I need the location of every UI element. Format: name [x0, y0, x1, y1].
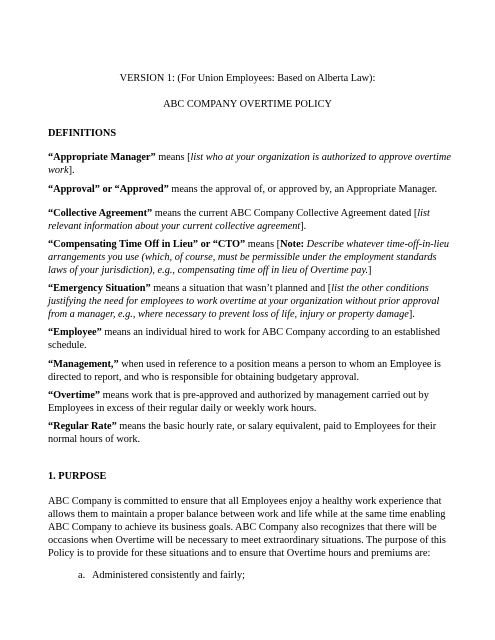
list-marker: a. [78, 570, 86, 581]
list-item-text: Administered consistently and fairly; [92, 570, 245, 581]
definition-overtime: “Overtime” means work that is pre-approved and authorized by management carried out by Employees in excess of their regular daily or weekly work hours. [48, 390, 429, 414]
purpose-paragraph: ABC Company is committed to ensure that all Employees enjoy a healthy work experience that allows them to maintain a proper balance between work and life while at the same time enabling ABC Company to achieve its business goals. ABC Company also recognizes that there will be occasions when Overtime will be necessary to meet extraordinary situations. The purpose of this Policy is to provide for these situations and to ensure that Overtime hours and premiums are: [48, 496, 446, 559]
purpose-heading: 1. PURPOSE [48, 471, 107, 482]
definitions-heading: DEFINITIONS [48, 128, 117, 139]
definition-approval: “Approval” or “Approved” means the approval of, or approved by, an Appropriate Manager. [48, 184, 438, 195]
definition-employee: “Employee” means an individual hired to work for ABC Company according to an established schedule. [48, 327, 441, 351]
definition-collective-agreement: “Collective Agreement” means the current ABC Company Collective Agreement dated [list relevant information about your current collective agreement]. [48, 208, 430, 232]
policy-title: ABC COMPANY OVERTIME POLICY [163, 99, 332, 110]
definition-regular-rate: “Regular Rate” means the basic hourly rate, or salary equivalent, paid to Employees for their normal hours of work. [48, 421, 437, 445]
definition-appropriate-manager: “Appropriate Manager” means [list who at your organization is authorized to approve overtime work]. [48, 152, 451, 176]
version-line: VERSION 1: (For Union Employees: Based on Alberta Law): [119, 73, 376, 84]
definition-management: “Management,” when used in reference to a position means a person to whom an Employee is directed to report, and who is responsible for obtaining budgetary approval. [48, 359, 441, 383]
definition-cto: “Compensating Time Off in Lieu” or “CTO” means [Note: Describe whatever time-off-in-lieu arrangements you use (which, of course, must be permissible under the employment standards laws of your jurisdiction), e.g., compensating time off in lieu of Overtime pay.] [48, 239, 450, 276]
list-item [78, 569, 458, 582]
definition-emergency-situation: “Emergency Situation” means a situation that wasn’t planned and [list the other conditions justifying the need for employees to work overtime at your organization without prior approval from a manager, e.g., where necessary to prevent loss of life, injury or property damage]. [48, 283, 440, 320]
